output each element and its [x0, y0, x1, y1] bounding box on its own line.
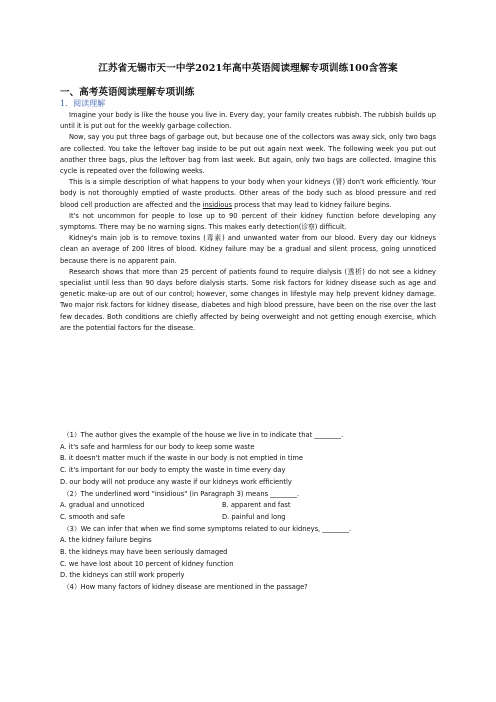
option-row [60, 500, 436, 512]
option-c: C. we have lost about 10 percent of kidney function [60, 559, 234, 568]
reading-passage [60, 110, 436, 334]
item-label: 1．阅读理解 [60, 99, 106, 108]
passage-paragraph: Research shows that more than 25 percent of patients found to require dialysis (透析) do not see a kidney specialist until less than 90 days before dialysis starts. Some risk factors for kidney disease such as age and genetic make-up are out of our control; however, some changes in lifestyle may help prevent kidney damage. Two major risk factors for kidney disease, diabetes and high blood pressure, have been on the rise over the last few decades. Both conditions are chiefly affected by being overweight and not getting enough exercise, which are the potential factors for the disease. [60, 267, 436, 332]
option-d: D. the kidneys can still work properly [60, 571, 185, 580]
question-text: （4）How many factors of kidney disease are mentioned in the passage? [63, 583, 308, 592]
passage-text: This is a simple description of what happens to your body when your kidneys (肾) don't work efficiently. Your body is not thoroughly emptied of waste products. Other areas of the body such as blood pressure and red blood cell production are affected and the [60, 178, 436, 209]
passage-paragraph [60, 177, 436, 211]
option-row [60, 512, 436, 524]
option-d: D. our body will not produce any waste if our kidneys work efficiently [60, 477, 292, 486]
option-b: B. apparent and fast [222, 501, 291, 510]
passage-paragraph: Now, say you put three bags of garbage out, but because one of the collectors was away sick, only two bags are collected. You take the leftover bag inside to be put out again next week. The following week you put out another three bags, plus the leftover bag from last week. But again, only two bags are collected. Imagine this cycle is repeated over the following weeks. [60, 133, 436, 176]
question-text: （1）The author gives the example of the house we live in to indicate that ________. [63, 431, 344, 439]
option-a: A. gradual and unnoticed [60, 501, 145, 510]
question-text: （3）We can infer that when we find some symptoms related to our kidneys, ________. [63, 524, 352, 533]
underlined-word: insidious [202, 200, 233, 209]
question-text: （2）The underlined word "insidious" (in Paragraph 3) means ________. [63, 489, 300, 498]
passage-paragraph: Kidney's main job is to remove toxins (毒素) and unwanted water from our blood. Every day our kidneys clean an average of 200 litres of blood. Kidney failure may be a gradual and silent process, going unnoticed because there is no apparent pain. [60, 234, 436, 265]
option-a: A. the kidney failure begins [60, 536, 152, 545]
question-4 [60, 582, 436, 594]
option-b: B. it doesn't matter much if the waste in our body is not emptied in time [60, 454, 304, 463]
passage-paragraph: It's not uncommon for people to lose up to 90 percent of their kidney function before developing any symptoms. There may be no warning signs. This makes early detection(诊察) difficult. [60, 211, 436, 232]
question-2 [60, 489, 436, 524]
question-1 [60, 430, 436, 489]
section-heading: 一、高考英语阅读理解专项训练 [60, 87, 195, 98]
question-list [60, 430, 436, 594]
passage-paragraph: Imagine your body is like the house you live in. Every day, your family creates rubbish. The rubbish builds up until it is put out for the weekly garbage collection. [60, 111, 436, 131]
option-a: A. it's safe and harmless for our body to keep some waste [60, 442, 255, 451]
question-3 [60, 524, 436, 583]
option-b: B. the kidneys may have been seriously damaged [60, 548, 228, 557]
option-c: C. smooth and safe [60, 512, 125, 521]
passage-text: process that may lead to kidney failure begins. [232, 200, 392, 209]
document-title: 江苏省无锡市天一中学2021年高中英语阅读理解专项训练100含答案 [98, 63, 398, 74]
option-c: C. it's important for our body to empty the waste in time every day [60, 466, 286, 475]
option-d: D. painful and long [222, 512, 286, 521]
